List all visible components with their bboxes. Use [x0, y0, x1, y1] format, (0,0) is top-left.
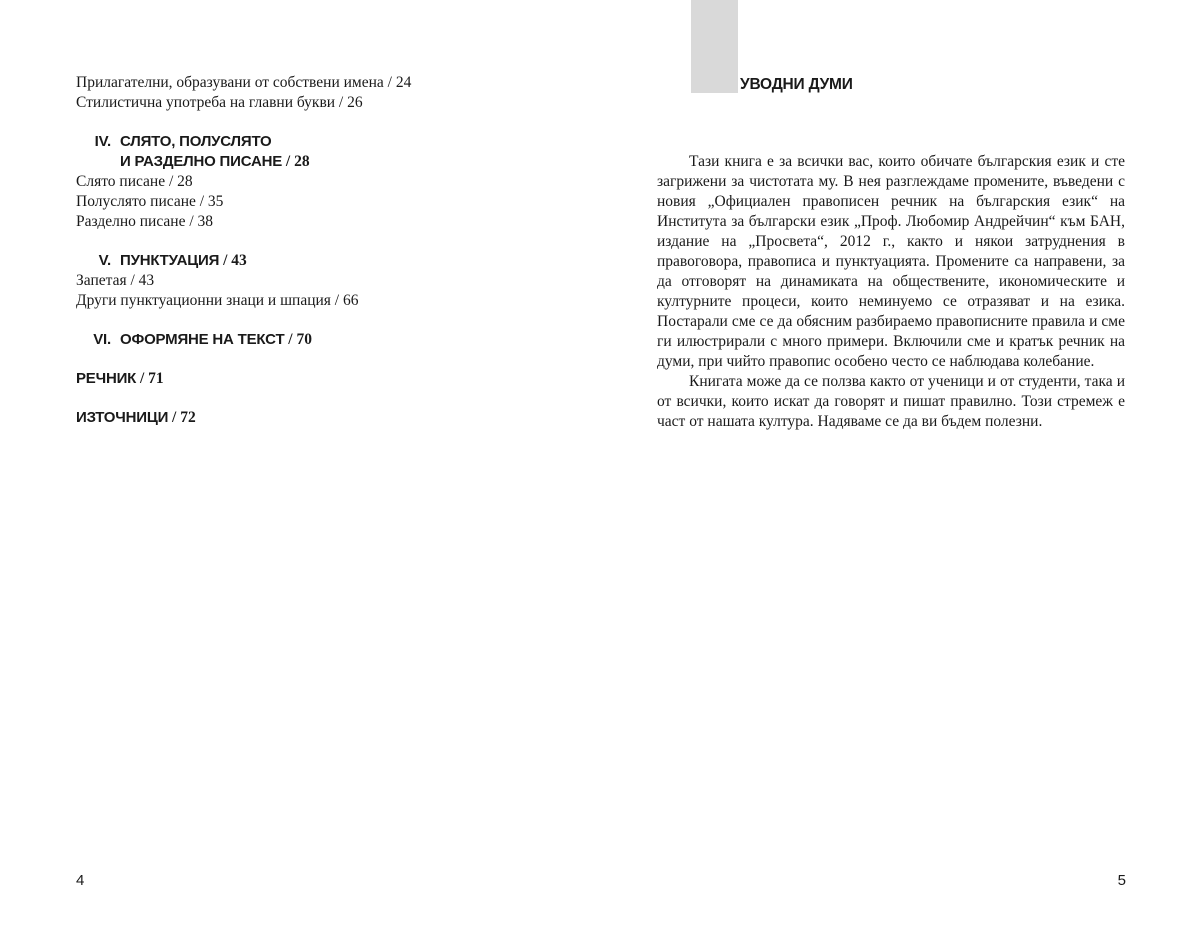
toc-entry: Полуслято писане / 35 — [76, 193, 224, 210]
toc-section-heading — [76, 132, 576, 172]
heading-title: РЕЧНИК — [76, 370, 137, 387]
section-title: ОФОРМЯНЕ НА ТЕКСТ — [120, 331, 285, 348]
toc-section-vi — [76, 330, 576, 350]
paragraph: Тази книга е за всички вас, които обичате българския език и сте загрижени за чистотата му. В нея разглеждаме промените, въведени с новия „Официален правописен речник на българския език“ на Института за български език „Проф. Любомир Андрейчин“ към БАН, издание на „Просвета“, 2012 г., както и някои затруднения в правоговора, правописа и пунктуацията. Промените са направени, за да отговорят на динамиката на обществените, икономическите и културните процеси, които неминуемо се отразяват и на езика. Постарали сме се да обясним разбираемо правописните правила и сме ги илюстрирали с много примери. Включили сме и кратък речник на думи, при чийто правопис особено често се наблюдава колебание. — [657, 153, 1125, 370]
table-of-contents — [76, 73, 576, 428]
heading-page: / 72 — [172, 409, 196, 426]
toc-heading-sources — [76, 408, 576, 428]
toc-section-heading — [76, 251, 576, 271]
toc-section-iv — [76, 132, 576, 232]
toc-heading-dictionary — [76, 369, 576, 389]
toc-entry: Слято писане / 28 — [76, 173, 193, 190]
section-title: И РАЗДЕЛНО ПИСАНЕ — [120, 153, 283, 170]
page-number: 5 — [1117, 872, 1126, 889]
toc-entry: Запетая / 43 — [76, 272, 155, 289]
toc-entry: Други пунктуационни знаци и шпация / 66 — [76, 292, 359, 309]
section-page: / 28 — [285, 153, 310, 170]
toc-entry: Разделно писане / 38 — [76, 213, 214, 230]
section-page: / 43 — [223, 252, 247, 269]
heading-title: ИЗТОЧНИЦИ — [76, 409, 169, 426]
section-title: ПУНКТУАЦИЯ — [120, 252, 220, 269]
chapter-title: УВОДНИ ДУМИ — [740, 76, 853, 93]
section-numeral: IV. — [94, 133, 111, 150]
section-title: СЛЯТО, ПОЛУСЛЯТО — [120, 133, 272, 150]
toc-entry: Стилистична употреба на главни букви / 26 — [76, 94, 363, 111]
section-page: / 70 — [288, 331, 312, 348]
right-page — [600, 0, 1200, 931]
heading-page: / 71 — [140, 370, 164, 387]
chapter-tab-marker — [691, 0, 738, 93]
intro-body — [657, 152, 1125, 432]
section-numeral: VI. — [93, 331, 111, 348]
toc-section-v — [76, 251, 576, 311]
toc-entry: Прилагателни, образувани от собствени имена / 24 — [76, 74, 412, 91]
section-numeral: V. — [98, 252, 111, 269]
toc-section-heading — [76, 330, 576, 350]
page-number: 4 — [76, 872, 85, 889]
paragraph: Книгата може да се ползва както от ученици и от студенти, така и от всички, които искат да говорят и пишат правилно. Този стремеж е част от нашата култура. Надяваме се да ви бъдем полезни. — [657, 373, 1125, 430]
